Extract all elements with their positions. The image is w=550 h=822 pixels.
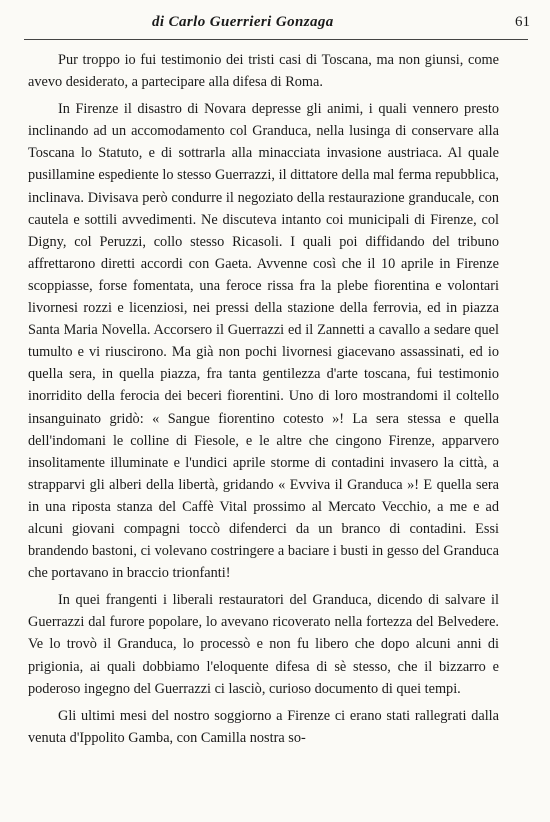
- header-rule: [24, 39, 528, 40]
- paragraph-3: In quei frangenti i liberali restauratori del Granduca, dicendo di salvare il Guerrazzi dal furore popolare, lo avevano ricoverato nella fortezza del Belvedere. Ve lo trovò il Granduca, lo processò e non fu libero che dopo alcuni anni di prigionia, ai quali dobbiamo l'eloquente difesa di sè stesso, che il bizzarro e poderoso ingegno del Guerrazzi ci lasciò, curioso documento di quei tempi.: [28, 592, 499, 697]
- body-text: [28, 49, 499, 749]
- paragraph-4: Gli ultimi mesi del nostro soggiorno a Firenze ci erano stati rallegrati dalla venuta d'Ippolito Gamba, con Camilla nostra so-: [28, 707, 499, 746]
- page-number: 61: [515, 14, 530, 30]
- paragraph-1: Pur troppo io fui testimonio dei tristi casi di Toscana, ma non giunsi, come avevo desiderato, a partecipare alla difesa di Roma.: [28, 52, 499, 91]
- paragraph-2: In Firenze il disastro di Novara depresse gli animi, i quali vennero presto inclinando ad un accomodamento col Granduca, nella lusinga di conservare alla Toscana lo Statuto, e di sottrarla alla minacciata invasione austriaca. Al quale pusillamine espediente lo stesso Guerrazzi, il dittatore della mal ferma repubblica, inclinava. Divisava però condurre il negoziato della restaurazione granducale, con cautela e sottili avvedimenti. Ne discuteva intanto coi municipali di Firenze, col Digny, col Peruzzi, collo stesso Ricasoli. I quali poi diffidando del tribuno affrettarono diretti accordi con Gaeta. Avvenne così che il 10 aprile in Firenze scoppiasse, forse fomentata, una feroce rissa fra la plebe fiorentina e volontari livornesi rozzi e licenziosi, nei pressi della stazione della ferrovia, ed in piazza Santa Maria Novella. Accorsero il Guerrazzi ed il Zannetti a cavallo a sedare quel tumulto e vi riuscirono. Ma già non pochi livornesi giacevano assassinati, ed io quella sera, in quella piazza, fra tanta gentilezza d'arte toscana, fui testimonio inorridito della ferocia dei beceri fiorentini. Uno di loro mostrandomi il coltello insanguinato gridò: « Sangue fiorentino cotesto »! La sera stessa e quella dell'indomani le colline di Fiesole, e le altre che cingono Firenze, apparvero insolitamente illuminate e l'undici aprile storme di contadini invasero la città, a strapparvi gli alberi della libertà, gridando « Evviva il Granduca »! E quella sera in una riposta stanza del Caffè Vital prossimo al Mercato Vecchio, a me e ad alcuni giovani compagni toccò difenderci da un branco di contadini. Essi brandendo bastoni, ci volevano costringere a baciare i busti in gesso del Granduca che portavano in braccio trionfanti!: [28, 101, 499, 582]
- page-header: [0, 12, 550, 38]
- running-head: di Carlo Guerrieri Gonzaga: [152, 14, 334, 30]
